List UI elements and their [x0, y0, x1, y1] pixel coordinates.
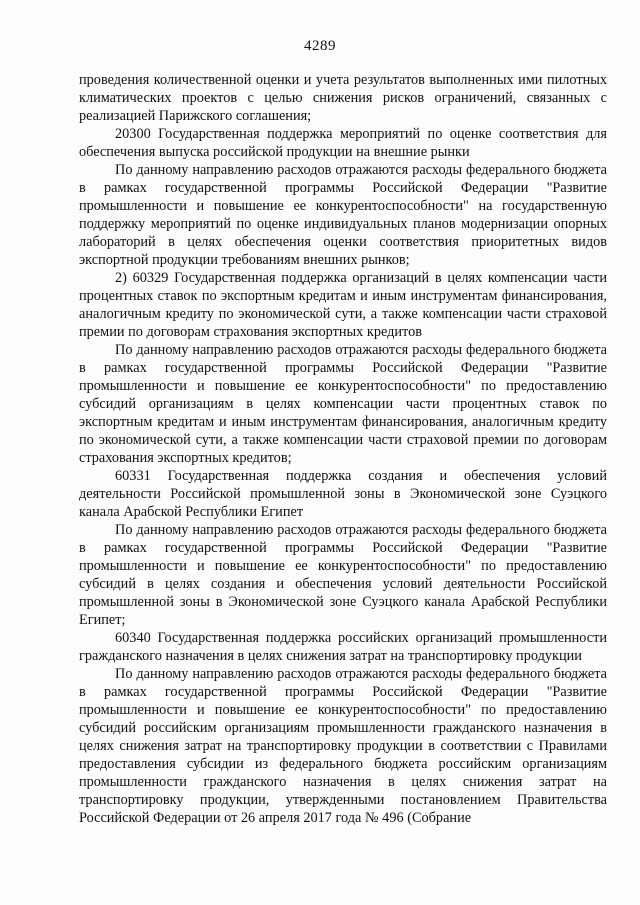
paragraph: 20300 Государственная поддержка мероприятий по оценке соответствия для обеспечения выпуска российской продукции на внешние рынки: [79, 126, 607, 160]
page-number: 4289: [304, 38, 336, 54]
paragraph: проведения количественной оценки и учета результатов выполненных ими пилотных климатических проектов с целью снижения рисков ограничений, связанных с реализацией Парижского соглашения;: [79, 72, 607, 124]
paragraph: По данному направлению расходов отражаются расходы федерального бюджета в рамках государственной программы Российской Федерации "Развитие промышленности и повышение ее конкурентоспособности" по предоставлению субсидий российским организациям промышленности гражданского назначения в целях снижения затрат на транспортировку продукции в соответствии с Правилами предоставления субсидии из федерального бюджета российским организациям промышленности гражданского назначения в целях снижения затрат на транспортировку продукции, утвержденными постановлением Правительства Российской Федерации от 26 апреля 2017 года № 496 (Собрание: [79, 666, 607, 826]
paragraph: По данному направлению расходов отражаются расходы федерального бюджета в рамках государственной программы Российской Федерации "Развитие промышленности и повышение ее конкурентоспособности" на государственную поддержку мероприятий по оценке индивидуальных планов модернизации опорных лабораторий в целях обеспечения оценки соответствия приоритетных видов экспортной продукции требованиям внешних рынков;: [79, 162, 607, 268]
paragraph: 60331 Государственная поддержка создания и обеспечения условий деятельности Российской промышленной зоны в Экономической зоне Суэцкого канала Арабской Республики Египет: [79, 468, 607, 520]
paragraph: 2) 60329 Государственная поддержка организаций в целях компенсации части процентных ставок по экспортным кредитам и иным инструментам финансирования, аналогичным кредиту по экономической сути, а также компенсации части страховой премии по договорам страхования экспортных кредитов: [79, 270, 607, 340]
document-body: [79, 71, 607, 827]
paragraph: По данному направлению расходов отражаются расходы федерального бюджета в рамках государственной программы Российской Федерации "Развитие промышленности и повышение ее конкурентоспособности" по предоставлению субсидий организациям в целях компенсации части процентных ставок по экспортным кредитам и иным инструментам финансирования, аналогичным кредиту по экономической сути, а также компенсации части страховой премии по договорам страхования экспортных кредитов;: [79, 342, 607, 466]
paragraph: По данному направлению расходов отражаются расходы федерального бюджета в рамках государственной программы Российской Федерации "Развитие промышленности и повышение ее конкурентоспособности" по предоставлению субсидий в целях создания и обеспечения условий деятельности Российской промышленной зоны в Экономической зоне Суэцкого канала Арабской Республики Египет;: [79, 522, 607, 628]
paragraph: 60340 Государственная поддержка российских организаций промышленности гражданского назначения в целях снижения затрат на транспортировку продукции: [79, 630, 607, 664]
